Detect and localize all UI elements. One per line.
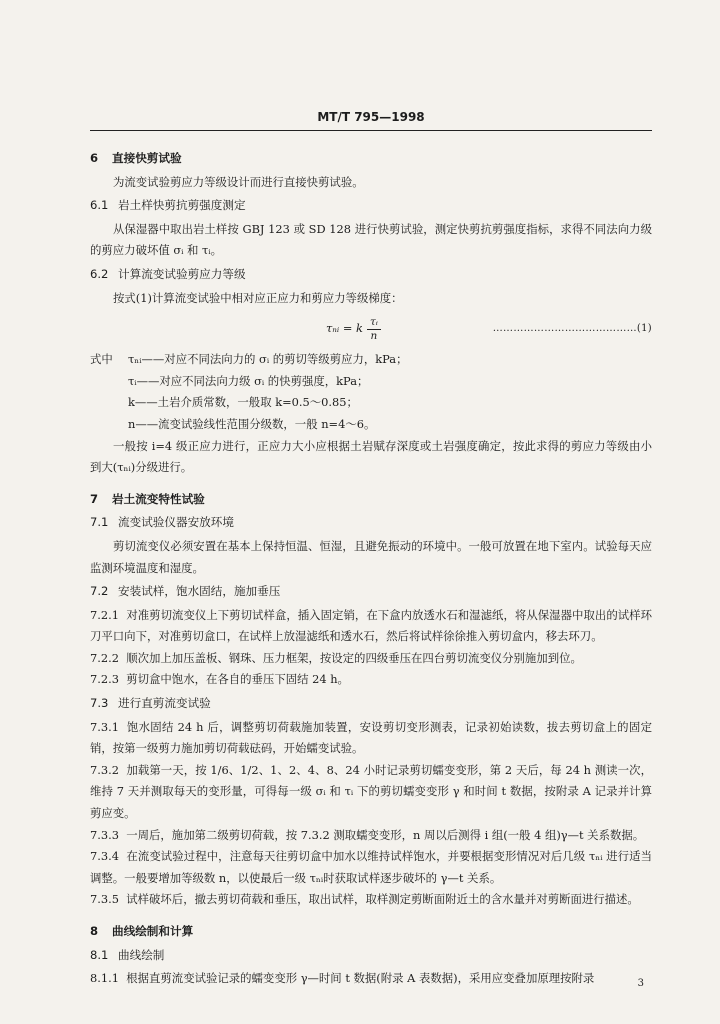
- standard-code-header: MT/T 795—1998: [317, 110, 425, 124]
- page-number: 3: [637, 978, 644, 989]
- clause-7-3-3: 7.3.3 一周后，施加第二级剪切荷载，按 7.3.2 测取蠕变变形，n 周以后测得 i 组(一般 4 组)γ—t 关系数据。: [90, 827, 645, 842]
- clause-7-3-1: 7.3.1 饱水固结 24 h 后，调整剪切荷载施加装置，安设剪切变形测表，记录初始读数，拔去剪切盒上的固定销，按第一级剪力施加剪切荷载砝码，开始蠕变试验。: [90, 719, 652, 756]
- symbol-definition: τₙᵢ——对应不同法向力的 σᵢ 的剪切等级剪应力，kPa；: [128, 352, 408, 367]
- equation-fraction: $\frac{\text{τᵢ}}{n}$: [367, 316, 381, 343]
- symbol-definition: τᵢ——对应不同法向力级 σᵢ 的快剪强度，kPa；: [128, 373, 369, 388]
- section-6-1-text: 从保湿器中取出岩土样按 GBJ 123 或 SD 128 进行快剪试验，测定快剪抗剪强度指标，求得不同法向力级的剪应力破坏值 σᵢ 和 τᵢ。: [90, 221, 652, 258]
- section-7-1-text: 剪切流变仪必须安置在基本上保持恒温、恒湿，且避免振动的环境中。一般可放置在地下室内。试验每天应监测环境温度和湿度。: [90, 538, 652, 575]
- clause-7-2-2: 7.2.2 顺次加上加压盖板、钢珠、压力框架，按设定的四级垂压在四台剪切流变仪分别施加到位。: [90, 650, 582, 665]
- clause-7-3-4: 7.3.4 在流变试验过程中，注意每天往剪切盒中加水以维持试样饱水，并要根据变形情况对后几级 τₙᵢ 进行适当调整。一般要增加等级数 n，以使最后一级 τₙᵢ时获取试样逐步破坏的 γ—t 关系。: [90, 849, 652, 885]
- document-body: [90, 146, 652, 990]
- section-8-1-heading: 8.1 曲线绘制: [90, 947, 165, 962]
- section-6-1-heading: 6.1 岩土样快剪抗剪强度测定: [90, 198, 246, 213]
- clause-7-3-5: 7.3.5 试样破坏后，撤去剪切荷载和垂压，取出试样，取样测定剪断面附近土的含水量并对剪断面进行描述。: [90, 892, 639, 907]
- section-8-heading: 8 曲线绘制和计算: [90, 924, 194, 938]
- section-6-2-note: 一般按 i=4 级正应力进行，正应力大小应根据土岩赋存深度或土岩强度确定，按此求得的剪应力等级由小到大(τₙᵢ)分级进行。: [90, 438, 652, 475]
- symbol-definitions: 式中 τₙᵢ——对应不同法向力的 σᵢ 的剪切等级剪应力，kPa； τᵢ——对应不同法向力级 σᵢ 的快剪强度，kPa； k——土岩介质常数，一般取 k=0.5～0.85； n——流变试验线性范围分级数，一般 n=4～6。: [90, 349, 652, 435]
- section-6-2-text: 按式(1)计算流变试验中相对应正应力和剪应力等级梯度：: [113, 290, 403, 305]
- section-7-1-heading: 7.1 流变试验仪器安放环境: [90, 515, 234, 530]
- section-6-2-heading: 6.2 计算流变试验剪应力等级: [90, 266, 246, 281]
- symbol-definition: k——土岩介质常数，一般取 k=0.5～0.85；: [128, 395, 358, 410]
- section-7-heading: 7 岩土流变特性试验: [90, 491, 205, 506]
- equation-number: ……………………………………(1): [492, 323, 652, 335]
- clause-8-1-1: 8.1.1 根据直剪流变试验记录的蠕变变形 γ—时间 t 数据(附录 A 表数据)，采用应变叠加原理按附录: [90, 971, 595, 986]
- header-rule: [90, 130, 652, 131]
- clause-7-3-2: 7.3.2 加载第一天，按 1/6、1/2、1、2、4、8、24 小时记录剪切蠕变变形，第 2 天后，每 24 h 测读一次，维持 7 天并测取每天的变形量，可得每一级 σᵢ 和 τᵢ 下的剪切蠕变变形 γ 和时间 t 数据，按附录 A 记录并计算剪应变。: [90, 762, 652, 821]
- section-7-3-heading: 7.3 进行直剪流变试验: [90, 696, 211, 711]
- section-6-intro: 为流变试验剪应力等级设计而进行直接快剪试验。: [113, 174, 364, 189]
- equation-1: [90, 309, 652, 349]
- equation-formula: τₙᵢ = k $\frac{\text{τᵢ}}{n}$: [326, 316, 381, 343]
- symbol-definition: n——流变试验线性范围分级数，一般 n=4～6。: [128, 416, 376, 431]
- clause-7-2-1: 7.2.1 对准剪切流变仪上下剪切试样盒，插入固定销，在下盒内放透水石和湿滤纸，将从保湿器中取出的试样环刀平口向下，对准剪切盒口，在试样上放湿滤纸和透水石，然后将试样徐徐推入剪切盒内，移去环刀。: [90, 607, 652, 644]
- section-6-heading: 6 直接快剪试验: [90, 151, 182, 165]
- clause-7-2-3: 7.2.3 剪切盒中饱水，在各自的垂压下固结 24 h。: [90, 672, 349, 687]
- section-7-2-heading: 7.2 安装试样，饱水固结，施加垂压: [90, 584, 281, 599]
